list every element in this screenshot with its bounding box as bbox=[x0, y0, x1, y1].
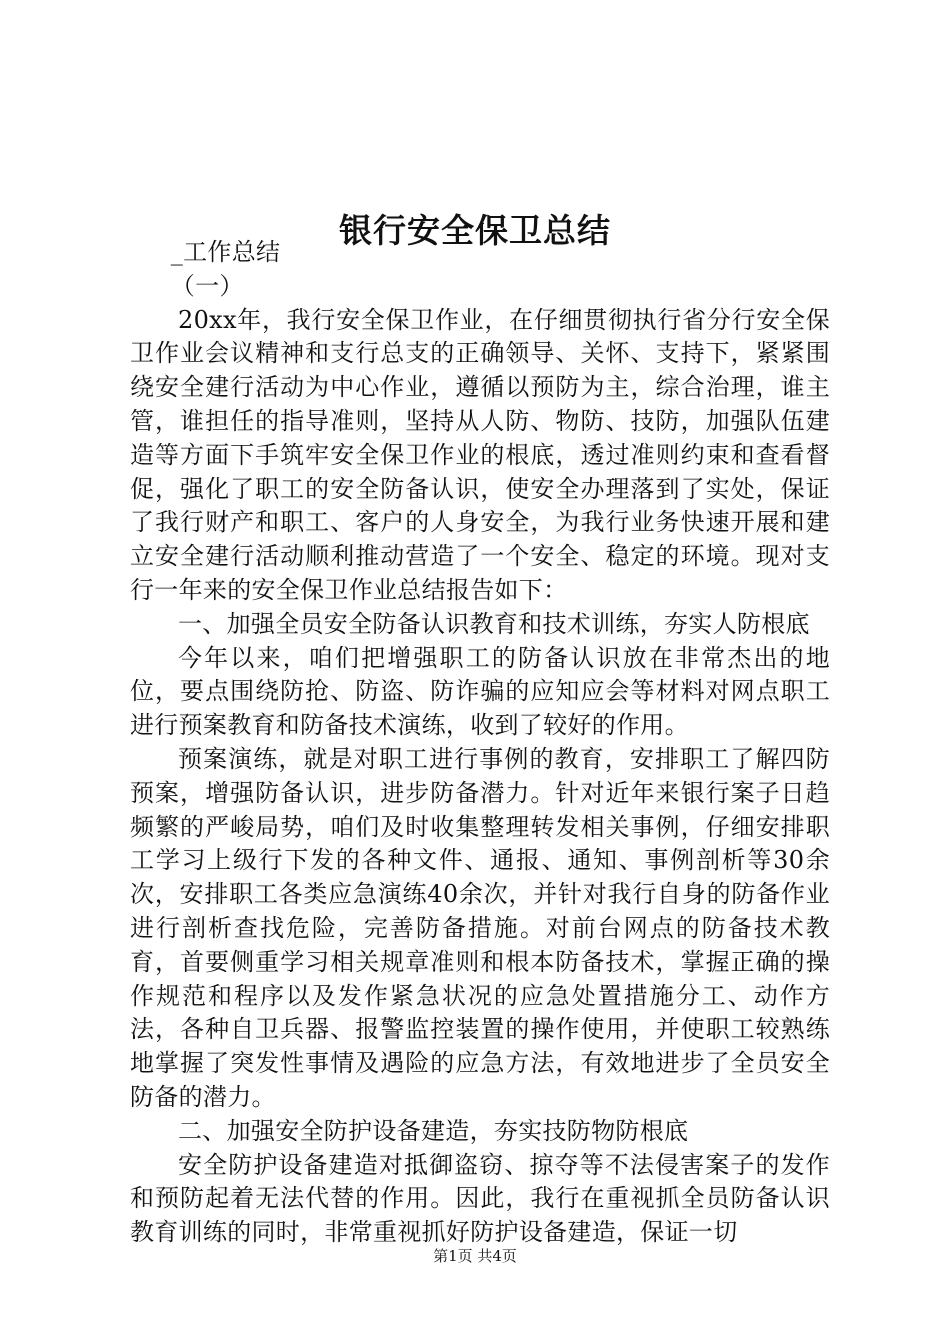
document-subtitle: _工作总结 bbox=[170, 238, 281, 266]
paragraph-2: 预案演练，就是对职工进行事例的教育，安排职工了解四防预案，增强防备认识，进步防备潜力。针对近年来银行案子日趋频繁的严峻局势，咱们及时收集整理转发相关事例，仔细安排职工学习上级行下发的各种文件、通报、通知、事例剖析等30余次，安排职工各类应急演练40余次，并针对我行自身的防备作业进行剖析查找危险，完善防备措施。对前台网点的防备技术教育，首要侧重学习相关规章准则和根本防备技术，掌握正确的操作规范和程序以及发作紧急状况的应急处置措施分工、动作方法，各种自卫兵器、报警监控装置的操作使用，并使职工较熟练地掌握了突发性事情及遇险的应急方法，有效地进步了全员安全防备的潜力。 bbox=[130, 744, 830, 1111]
paragraph-intro: 20xx年，我行安全保卫作业，在仔细贯彻执行省分行安全保卫作业会议精神和支行总支的正确领导、关怀、支持下，紧紧围绕安全建行活动为中心作业，遵循以预防为主，综合治理，谁主管，谁担任的指导准则，坚持从人防、物防、技防，加强队伍建造等方面下手筑牢安全保卫作业的根底，透过准则约束和查看督促，强化了职工的安全防备认识，使安全办理落到了实处，保证了我行财产和职工、客户的人身安全，为我行业务快速开展和建立安全建行活动顺利推动营造了一个安全、稳定的环境。现对支行一年来的安全保卫作业总结报告如下： bbox=[130, 305, 830, 604]
paragraph-1: 今年以来，咱们把增强职工的防备认识放在非常杰出的地位，要点围绕防抢、防盗、防诈骗的应知应会等材料对网点职工进行预案教育和防备技术演练，收到了较好的作用。 bbox=[130, 643, 830, 740]
section-marker: （一） bbox=[170, 271, 244, 300]
section-heading-2: 二、加强安全防护设备建造，夯实技防物防根底 bbox=[178, 1116, 689, 1145]
paragraph-3: 安全防护设备建造对抵御盗窃、掠夺等不法侵害案子的发作和预防起着无法代替的作用。因此，我行在重视抓全员防备认识教育训练的同时，非常重视抓好防护设备建造，保证一切 bbox=[130, 1150, 830, 1247]
document-title: 银行安全保卫总结 bbox=[339, 211, 611, 251]
section-heading-1: 一、加强全员安全防备认识教育和技术训练，夯实人防根底 bbox=[178, 609, 810, 638]
page-footer: 第1页 共4页 bbox=[433, 1247, 517, 1265]
document-body bbox=[130, 236, 830, 1250]
